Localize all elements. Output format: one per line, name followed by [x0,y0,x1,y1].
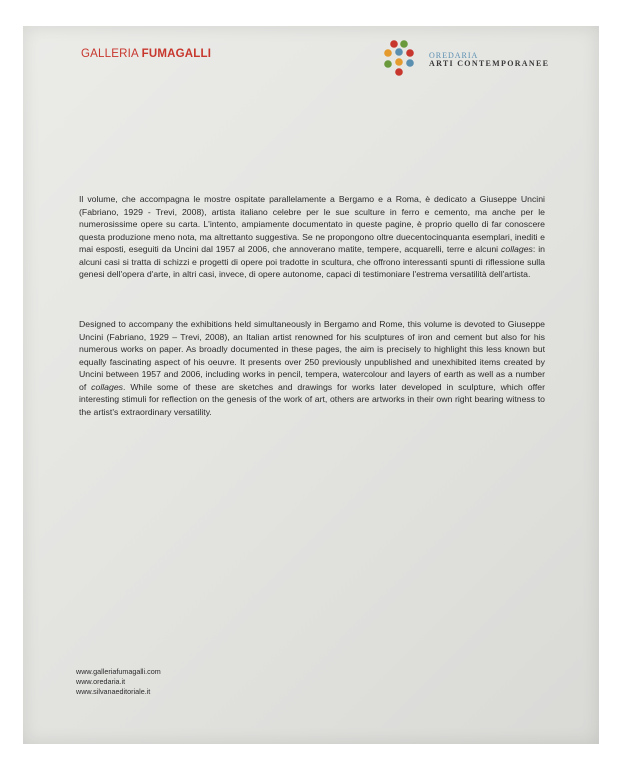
fumagalli-label: FUMAGALLI [141,48,212,60]
italian-collages: collages [501,244,533,254]
oredaria-dots-logo-icon [380,38,420,78]
english-description [79,318,545,418]
galleria-fumagalli-logo [81,48,211,60]
english-text-2: . While some of these are sketches and drawings for works later developed in sculpture, which offer interesting stimuli for reflection on the genesis of the work of art, others are artworks in their own right bearing witness to the artist's extraordinary versatility. [79,381,545,417]
link-oredaria[interactable]: www.oredaria.it [76,677,126,687]
italian-description [79,193,545,281]
arti-contemporanee-label: ARTI CONTEMPORANEE [429,59,550,69]
oredaria-logo [429,52,549,69]
link-silvanaeditoriale[interactable]: www.silvanaeditoriale.it [76,687,151,697]
oredaria-label: OREDARIA [429,51,479,60]
book-back-cover [23,26,599,744]
italian-text-1: Il volume, che accompagna le mostre ospitate parallelamente a Bergamo e a Roma, è dedicato a Giuseppe Uncini (Fabriano, 1929 - Trevi, 2008), artista italiano celebre per le sue sculture in ferro e cemento, ma anche per le numerosissime opere su carta. L'intento, ampiamente documentato in queste pagine, è proprio quello di far conoscere questa produzione meno nota, ma altrettanto suggestiva. Se ne propongono oltre duecentocinquanta esemplari, inediti e mai esposti, eseguiti da Uncini dal 1957 al 2006, che annoverano matite, tempere, acquarelli, terre e alcuni [79,194,545,254]
galleria-label: GALLERIA [81,48,142,60]
english-collages: collages [91,381,124,392]
website-links [76,667,161,698]
english-text-1: Designed to accompany the exhibitions held simultaneously in Bergamo and Rome, this volume is devoted to Giuseppe Uncini (Fabriano, 1929 – Trevi, 2008), an Italian artist renowned for his sculptures of iron and cement but also for his numerous works on paper. As broadly documented in these pages, the aim is precisely to highlight this less known but equally fascinating aspect of his oeuvre. It presents over 250 previously unpublished and unexhibited items created by Uncini between 1957 and 2006, including works in pencil, tempera, watercolour and layers of earth as well as a number of [79,319,545,392]
link-galleriafumagalli[interactable]: www.galleriafumagalli.com [76,667,161,676]
italian-text-2: : in alcuni casi si tratta di schizzi e progetti di opere poi tradotte in scultura, che offrono interessanti spunti di riflessione sulla genesi dell'opera d'arte, in altri casi, invece, di opere autonome, capaci di testimoniare l'estrema versatilità dell'artista. [79,244,545,279]
